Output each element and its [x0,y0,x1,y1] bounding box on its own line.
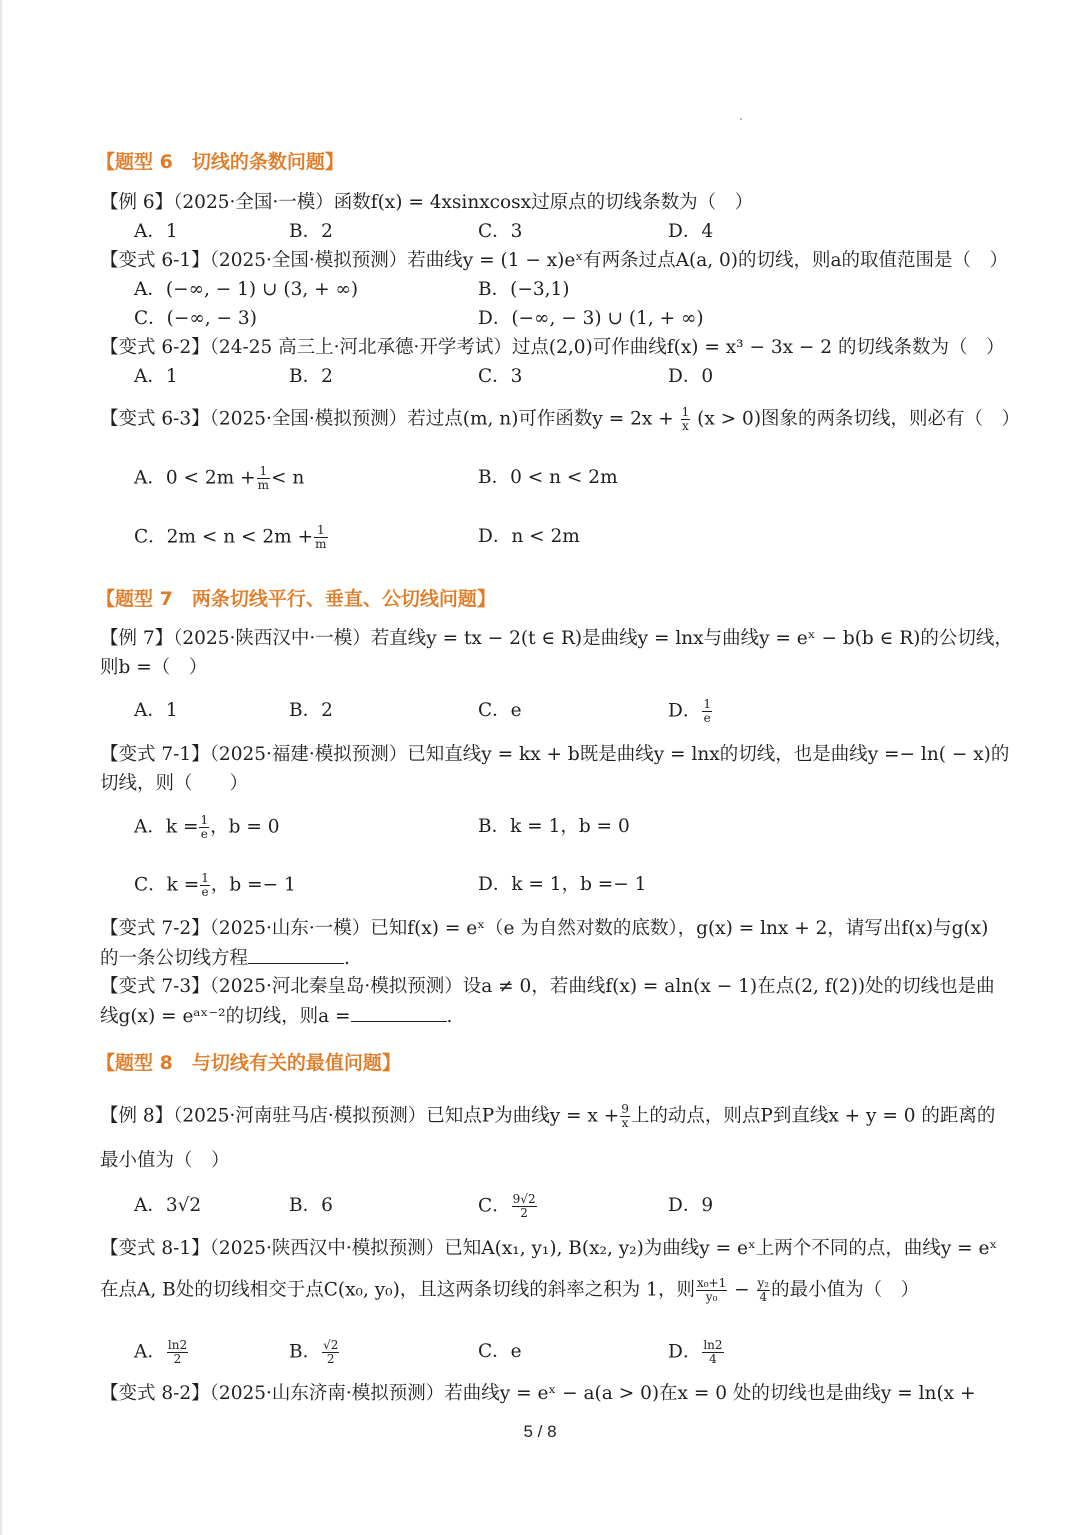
answer-blank[interactable] [248,945,344,964]
variant-7-1-line1: 【变式 7-1】（2025·福建·模拟预测）已知直线y = kx + b既是曲线y = lnx的切线，也是曲线y =− ln( − x)的 [100,744,1010,765]
fraction: $\frac{1}{x}$ [681,405,690,433]
fraction: $\frac{9√2}{2}$ [512,1192,536,1220]
variant-8-1-line1: 【变式 8-1】（2025·陕西汉中·模拟预测）已知A(x₁, y₁), B(x₂, y₂)为曲线y = eˣ上两个不同的点，曲线y = eˣ [100,1238,998,1259]
option-b: B．6 [289,1195,333,1216]
fraction: $\frac{1}{m}$ [257,464,269,492]
fraction: $\frac{\text{y₂}}{4}$ [757,1276,770,1304]
variant-6-1: 【变式 6-1】（2025·全国·模拟预测）若曲线y = (1 − x)eˣ有两条过点A(a, 0)的切线，则a的取值范围是（ ） [100,250,1009,271]
question-text: (x > 0)图象的两条切线，则必有（ ） [697,408,1021,430]
option-a: A．0 < 2m + $\frac{1}{m}$ < n [134,464,305,492]
option-a: A．1 [134,366,178,387]
fraction: $\frac{1}{e}$ [201,871,209,899]
variant-7-3-line2: 线g(x) = eᵃˣ⁻²的切线，则a = . [100,1003,452,1030]
option-d: D．(−∞, − 3) ∪ (1, + ∞) [478,308,704,329]
option-d: D． $\frac{1}{e}$ [668,697,711,725]
variant-7-2-line2: 的一条公切线方程 . [100,945,350,972]
option-a: A． $\frac{\ln 2}{2}$ [134,1338,188,1366]
variant-6-3 [100,406,1020,433]
option-c: C．3 [478,366,523,387]
question-text: 【变式 6-3】（2025·全国·模拟预测）若过点(m, n)可作函数y = 2x + [100,408,674,430]
example-8-line2: 最小值为（ ） [100,1150,230,1171]
page-left-edge [0,0,2,1535]
option-b: B．k = 1，b = 0 [478,816,630,837]
fraction: $\frac{√2}{2}$ [323,1338,339,1366]
section-heading-6: 【题型 6 切线的条数问题】 [96,151,344,173]
option-c: C．e [478,1341,522,1362]
fraction: $\frac{\ln 2}{2}$ [167,1338,188,1366]
option-b: B．2 [289,366,333,387]
variant-8-2: 【变式 8-2】（2025·山东济南·模拟预测）若曲线y = eˣ − a(a > 0)在x = 0 处的切线也是曲线y = ln(x + [100,1383,976,1404]
example-7-line1: 【例 7】（2025·陕西汉中·一模）若直线y = tx − 2(t ∈ R)是曲线y = lnx与曲线y = eˣ − b(b ∈ R)的公切线， [100,628,1013,649]
option-a: A．1 [134,700,178,721]
variant-8-1-line2: 在点A, B处的切线相交于点C(x₀, y₀)，且这两条切线的斜率之积为 1，则 $\frac{\text{x₀+1}}{\text{y₀}}$ − $\frac{\text{y₂}}{4}$ 的最小值为（ ） [100,1276,920,1304]
variant-7-1-line2: 切线，则（ ） [100,773,249,794]
option-b: B．0 < n < 2m [478,467,618,488]
option-d: D．9 [668,1195,714,1216]
example-8-line1: 【例 8】（2025·河南驻马店·模拟预测）已知点P为曲线y = x + $\frac{9}{x}$ 上的动点，则点P到直线x + y = 0 的距离的 [100,1102,996,1130]
variant-7-3-line1: 【变式 7-3】（2025·河北秦皇岛·模拟预测）设a ≠ 0，若曲线f(x) = aln(x − 1)在点(2, f(2))处的切线也是曲 [100,976,995,997]
answer-blank[interactable] [351,1003,447,1022]
fraction: $\frac{\text{x₀+1}}{\text{y₀}}$ [696,1276,727,1304]
option-c: C．k = $\frac{1}{e}$ ，b =− 1 [134,871,296,899]
option-d: D． $\frac{\ln 2}{4}$ [668,1338,723,1366]
option-d: D．k = 1，b =− 1 [478,874,647,895]
option-a: A．(−∞, − 1) ∪ (3, + ∞) [134,279,359,300]
option-d: D．4 [668,221,714,242]
example-7-line2: 则b =（ ） [100,657,208,678]
option-c: C．3 [478,221,523,242]
fraction: $\frac{9}{x}$ [621,1102,629,1130]
option-c: C．e [478,700,522,721]
page-number: 5 / 8 [523,1422,557,1441]
option-d: D．0 [668,366,714,387]
speck [740,118,742,120]
option-b: B．(−3,1) [478,279,570,300]
option-c: C．(−∞, − 3) [134,308,257,329]
fraction: $\frac{1}{m}$ [315,523,327,551]
option-a: A．k = $\frac{1}{e}$ ，b = 0 [134,813,280,841]
fraction: $\frac{\ln 2}{4}$ [703,1338,723,1366]
option-b: B．2 [289,700,333,721]
section-heading-7: 【题型 7 两条切线平行、垂直、公切线问题】 [96,588,496,610]
option-d: D．n < 2m [478,526,580,547]
option-a: A．1 [134,221,178,242]
variant-7-2-line1: 【变式 7-2】（2025·山东·一模）已知f(x) = eˣ（e 为自然对数的底数），g(x) = lnx + 2，请写出f(x)与g(x) [100,918,989,939]
variant-6-2: 【变式 6-2】（24-25 高三上·河北承德·开学考试）过点(2,0)可作曲线f(x) = x³ − 3x − 2 的切线条数为（ ） [100,337,1005,358]
section-heading-8: 【题型 8 与切线有关的最值问题】 [96,1052,401,1074]
option-b: B．2 [289,221,333,242]
example-6: 【例 6】（2025·全国·一模）函数f(x) = 4xsinxcosx过原点的切线条数为（ ） [100,192,754,213]
option-b: B． $\frac{√2}{2}$ [289,1338,339,1366]
option-c: C． $\frac{9√2}{2}$ [478,1192,536,1220]
fraction: $\frac{1}{e}$ [200,813,209,841]
option-a: A．3√2 [134,1195,202,1216]
fraction: $\frac{1}{e}$ [703,697,711,725]
option-c: C．2m < n < 2m + $\frac{1}{m}$ [134,523,327,551]
